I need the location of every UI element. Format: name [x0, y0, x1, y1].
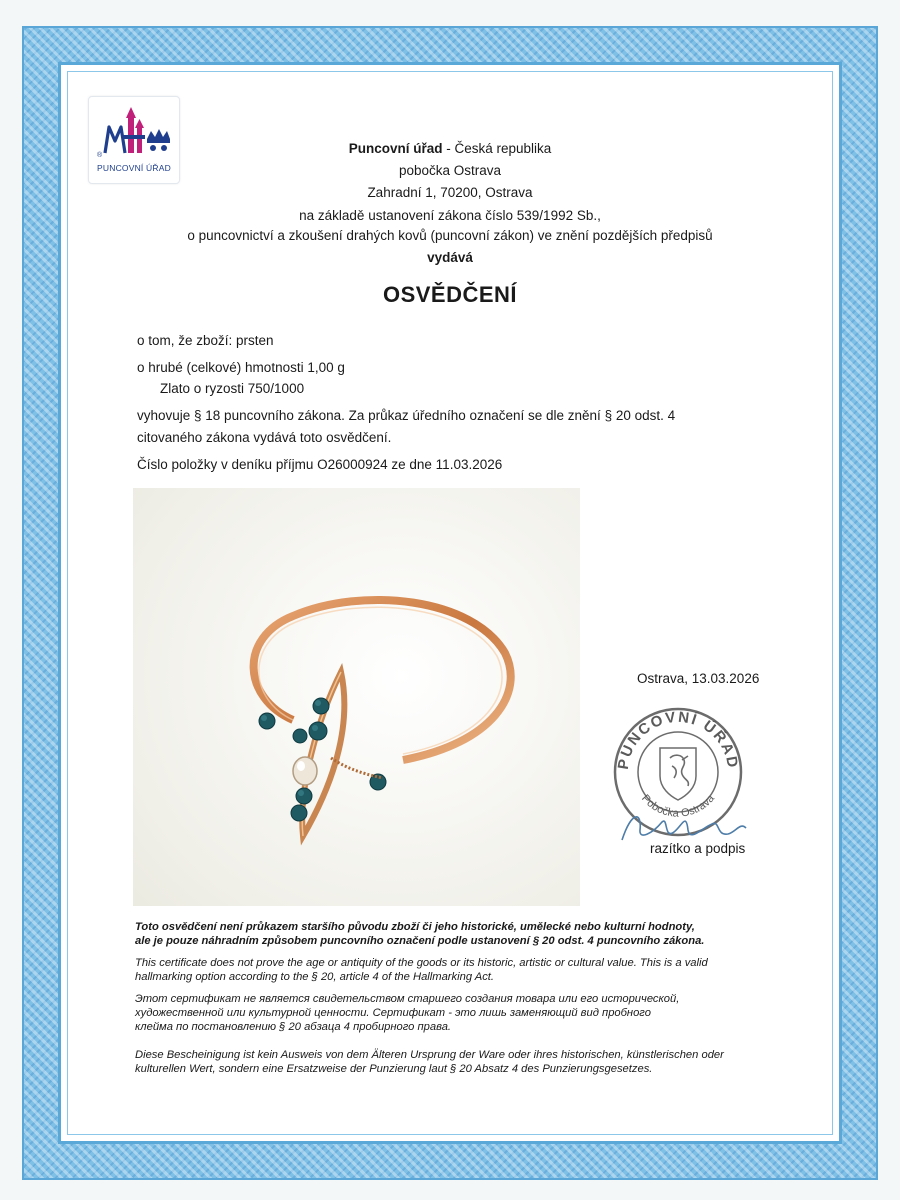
- svg-text:Pobočka Ostrava: Pobočka Ostrava: [639, 792, 717, 820]
- logo-label: PUNCOVNÍ ÚŘAD: [97, 163, 171, 173]
- legal-act: o puncovnictví a zkoušení drahých kovů (puncovní zákon) ve znění pozdějších předpisů: [187, 228, 713, 243]
- conformity-line-2: citovaného zákona vydává toto osvědčení.: [137, 430, 392, 445]
- svg-text:®: ®: [97, 152, 103, 159]
- office-name-bold: Puncovní úřad: [348, 141, 443, 156]
- signature-label: razítko a podpis: [650, 841, 746, 856]
- disclaimer-cz-1: Toto osvědčení není průkazem staršího původu zboží či jeho historické, umělecké nebo kulturní hodnoty,: [135, 921, 695, 933]
- issues-label: vydává: [427, 250, 473, 265]
- disclaimer-cz-2: ale je pouze náhradním způsobem puncovního označení podle ustanovení § 20 odst. 4 puncovního zákona.: [135, 935, 705, 947]
- disclaimer-de-1: Diese Bescheinigung ist kein Ausweis von dem Älteren Ursprung der Ware oder ihres historischen, künstlerischen oder: [135, 1049, 724, 1061]
- puncovni-urad-logo: [88, 96, 180, 184]
- disclaimer-en-2: hallmarking option according to the § 20, article 4 of the Hallmarking Act.: [135, 971, 495, 983]
- office-country: - Česká republika: [442, 141, 552, 156]
- document-title: OSVĚDČENÍ: [382, 282, 518, 307]
- castle-crown-icon: [95, 101, 173, 163]
- weight-line: o hrubé (celkové) hmotnosti 1,00 g: [137, 360, 345, 375]
- disclaimer-de-2: kulturellen Wert, sondern eine Ersatzweise der Punzierung laut § 20 Absatz 4 des Punzierungsgesetzes.: [135, 1063, 653, 1075]
- place-date: Ostrava, 13.03.2026: [637, 671, 760, 686]
- record-line: Číslo položky v deníku příjmu O26000924 ze dne 11.03.2026: [137, 457, 503, 472]
- fineness-line: Zlato o ryzosti 750/1000: [160, 381, 305, 396]
- office-branch: pobočka Ostrava: [398, 163, 502, 178]
- ring-image: [133, 488, 580, 906]
- disclaimer-ru-2: художественной или культурной ценности. Сертификат - это лишь заменяющий вид пробного: [135, 1007, 651, 1019]
- goods-line: o tom, že zboží: prsten: [137, 333, 274, 348]
- ring-photo: [133, 488, 580, 906]
- disclaimer-en-1: This certificate does not prove the age or antiquity of the goods or its historic, artistic or cultural value. This is a valid: [135, 957, 708, 969]
- disclaimer-ru-3: клейма по постановлению § 20 абзаца 4 пробирного права.: [135, 1021, 452, 1033]
- legal-basis: na základě ustanovení zákona číslo 539/1992 Sb.,: [299, 208, 601, 223]
- disclaimer-ru-1: Этот сертификат не является свидетельством старшего создания товара или его исторической,: [135, 993, 680, 1005]
- office-address: Zahradní 1, 70200, Ostrava: [367, 185, 533, 200]
- svg-text:PUNCOVNÍ ÚŘAD: PUNCOVNÍ ÚŘAD: [614, 708, 742, 771]
- conformity-line-1: vyhovuje § 18 puncovního zákona. Za průkaz úředního označení se dle znění § 20 odst. 4: [137, 408, 676, 423]
- office-name: [200, 138, 700, 159]
